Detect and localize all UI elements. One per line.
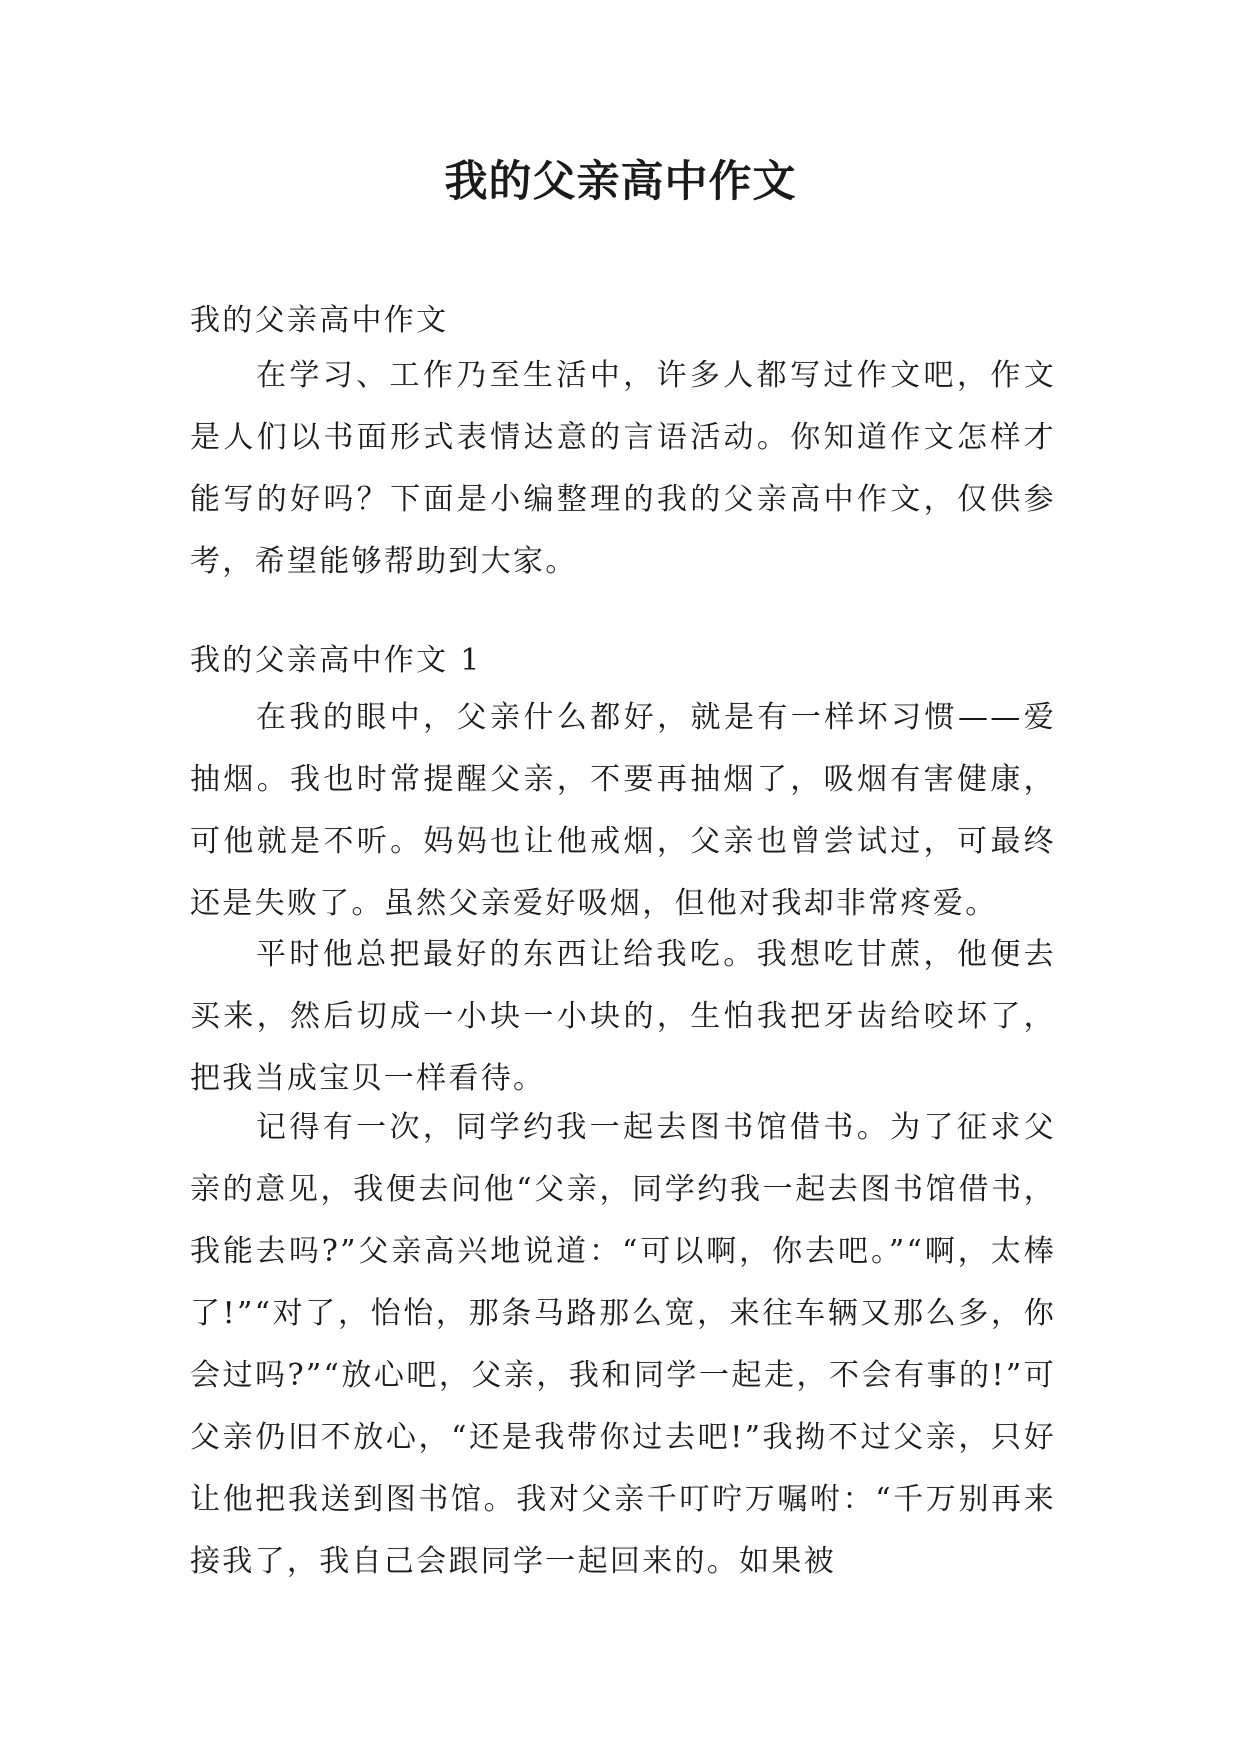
essay-paragraph: 在我的眼中，父亲什么都好，就是有一样坏习惯——爱抽烟。我也时常提醒父亲，不要再抽烟了，吸烟有害健康，可他就是不听。妈妈也让他戒烟，父亲也曾尝试过，可最终还是失败了。虽然父亲爱好吸烟，但他对我却非常疼爱。 — [190, 700, 1056, 921]
intro-paragraph: 在学习、工作乃至生活中，许多人都写过作文吧，作文是人们以书面形式表情达意的言语活动。你知道作文怎样才能写的好吗？下面是小编整理的我的父亲高中作文，仅供参考，希望能够帮助到大家。 — [190, 358, 1056, 579]
document-title: 我的父亲高中作文 — [444, 157, 797, 207]
essay-paragraph: 记得有一次，同学约我一起去图书馆借书。为了征求父亲的意见，我便去问他“父亲，同学约我一起去图书馆借书，我能去吗?”父亲高兴地说道：“可以啊，你去吧。”“啊，太棒了!”“对了，怡怡，那条马路那么宽，来往车辆又那么多，你会过吗?”“放心吧，父亲，我和同学一起走，不会有事的!”可父亲仍旧不放心，“还是我带你过去吧!”我拗不过父亲，只好让他把我送到图书馆。我对父亲千叮咛万嘱咐：“千万别再来接我了，我自己会跟同学一起回来的。如果被 — [190, 1110, 1056, 1579]
section-heading: 我的父亲高中作文 — [190, 303, 449, 338]
essay-heading: 我的父亲高中作文 1 — [190, 643, 482, 678]
essay-paragraph: 平时他总把最好的东西让给我吃。我想吃甘蔗，他便去买来，然后切成一小块一小块的，生怕我把牙齿给咬坏了，把我当成宝贝一样看待。 — [190, 937, 1056, 1096]
